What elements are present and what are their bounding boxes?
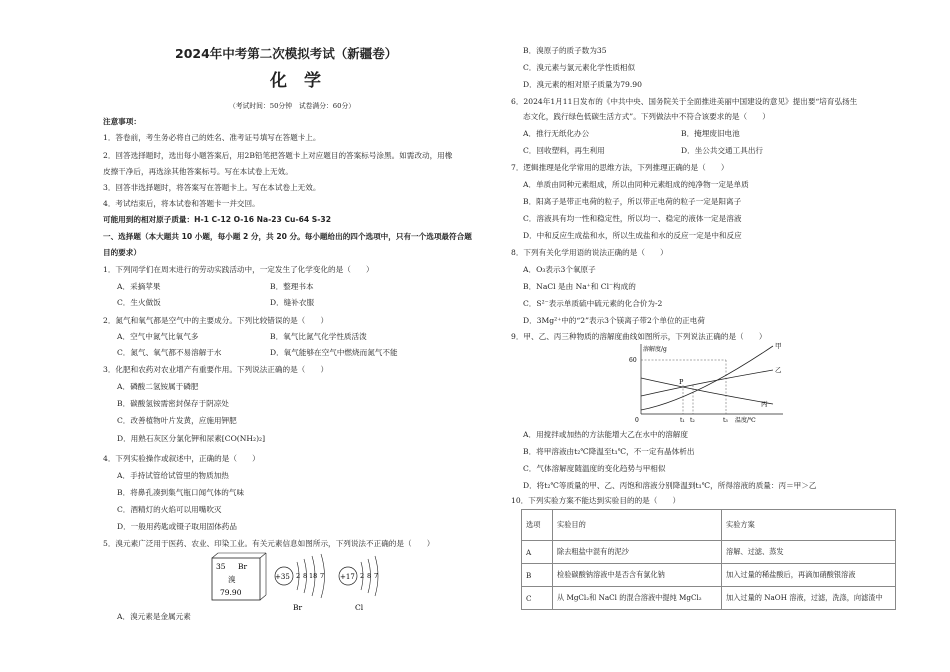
note-item: 皮擦干净后，再选涂其他答案标号。写在本试卷上无效。 <box>103 167 293 176</box>
q1-option-c: C．生火做饭 <box>117 298 161 307</box>
cl-shell: 8 <box>367 572 372 580</box>
br-nucleus-charge: +35 <box>275 573 290 581</box>
atomic-mass: 79.90 <box>220 588 242 597</box>
element-cell <box>212 553 266 600</box>
q8-option-c: C．S²⁻表示单质硫中硫元素的化合价为-2 <box>523 299 663 308</box>
cl-label: Cl <box>355 603 364 612</box>
curve-yi-label: 乙 <box>775 366 782 374</box>
q8-option-b: B．NaCl 是由 Na⁺和 Cl⁻构成的 <box>523 282 636 291</box>
q5-stem: 5．溴元素广泛用于医药、农业、印染工业。有关元素信息如图所示，下列说法不正确的是（ ） <box>103 539 435 548</box>
y-axis-label: 溶解度/g <box>643 346 667 353</box>
section-heading: 一、选择题（本大题共 10 小题，每小题 2 分，共 20 分。每小题给出的四个选项中，只有一个选项最符合题 <box>103 232 472 241</box>
q8-stem: 8．下列有关化学用语的说法正确的是（ ） <box>511 248 668 257</box>
table-cell: C <box>522 587 553 610</box>
subject-title: 化 学 <box>270 71 321 91</box>
table-header-cell: 选项 <box>522 510 553 541</box>
table-header-row <box>522 510 896 541</box>
q5-option-c: C．溴元素与氯元素化学性质相似 <box>523 63 636 72</box>
q10-table <box>521 509 896 610</box>
origin-label: 0 <box>635 417 639 424</box>
cl-shell: 2 <box>360 572 365 580</box>
q8-option-a: A．O₃表示3个氧原子 <box>523 265 596 274</box>
cl-nucleus-charge: +17 <box>340 573 355 581</box>
q7-option-b: B．阳离子是带正电荷的粒子，所以带正电荷的粒子一定是阳离子 <box>523 197 742 206</box>
intersection-point-label: P <box>679 378 684 386</box>
q10-stem: 10．下列实验方案不能达到实验目的的是（ ） <box>511 496 681 505</box>
q4-option-d: D．一般用药匙或镊子取用固体药品 <box>117 522 237 531</box>
exam-title: 2024年中考第二次模拟考试（新疆卷） <box>175 46 398 61</box>
q1-option-d: D．缝补衣服 <box>270 298 315 307</box>
curve-bing-label: 丙 <box>761 400 768 408</box>
q6-option-a: A．推行无纸化办公 <box>523 129 590 138</box>
y-tick-60: 60 <box>629 357 637 364</box>
table-row <box>522 541 896 564</box>
q9-option-b: B．将甲溶液由t₂℃降温至t₁℃，不一定有晶体析出 <box>523 447 695 456</box>
note-item: 1．答卷前，考生务必将自己的姓名、准考证号填写在答题卡上。 <box>103 133 321 142</box>
atomic-number: 35 <box>216 562 226 571</box>
q5-option-a: A．溴元素是金属元素 <box>117 612 191 621</box>
q6-option-d: D．坐公共交通工具出行 <box>681 146 764 155</box>
atomic-masses: 可能用到的相对原子质量：H-1 C-12 O-16 Na-23 Cu-64 S-32 <box>103 215 332 224</box>
t3-label: t₃ <box>723 417 728 424</box>
q4-option-a: A．手持试管给试管里的物质加热 <box>117 471 229 480</box>
x-axis-label: 温度/℃ <box>735 417 756 424</box>
q5-option-d: D．溴元素的相对原子质量为79.90 <box>523 80 642 89</box>
q6-stem-cont: 态文化，践行绿色低碳生活方式”。下列做法中不符合该要求的是（ ） <box>523 112 770 121</box>
table-cell: 加入过量的 NaOH 溶液，过滤，洗涤，向滤渣中 <box>722 587 896 610</box>
q9-stem: 9．甲、乙、丙三种物质的溶解度曲线如图所示，下列说法正确的是（ ） <box>511 332 767 341</box>
notes-heading: 注意事项： <box>103 117 141 126</box>
table-cell: 溶解、过滤、蒸发 <box>722 541 896 564</box>
br-shell: 7 <box>320 572 325 580</box>
element-name: 溴 <box>228 575 236 584</box>
table-cell: 加入过量的稀盐酸后，再滴加硝酸银溶液 <box>722 564 896 587</box>
br-shell: 8 <box>303 572 308 580</box>
q2-option-a: A．空气中氮气比氧气多 <box>117 332 199 341</box>
q5-option-b: B．溴原子的质子数为35 <box>523 46 607 55</box>
solubility-chart <box>623 340 793 426</box>
q3-option-d: D．用熟石灰区分氯化钾和尿素[CO(NH₂)₂] <box>117 434 266 443</box>
q7-option-d: D．中和反应生成盐和水，所以生成盐和水的反应一定是中和反应 <box>523 231 742 240</box>
q3-option-a: A．磷酸二氢铵属于磷肥 <box>117 382 199 391</box>
table-row <box>522 564 896 587</box>
q6-option-b: B．掩埋废旧电池 <box>681 129 740 138</box>
q6-stem: 6．2024年1月11日发布的《中共中央、国务院关于全面推进美丽中国建设的意见》提出要“培育弘扬生 <box>511 97 858 106</box>
t2-label: t₂ <box>690 417 695 424</box>
q9-option-a: A．用搅拌或加热的方法能增大乙在水中的溶解度 <box>523 430 688 439</box>
q9-option-d: D．将t₂℃等质量的甲、乙、丙饱和溶液分别降温到t₁℃，所得溶液的质量：丙＝甲＞乙 <box>523 481 817 490</box>
table-header-cell: 实验目的 <box>553 510 722 541</box>
q1-option-b: B．整理书本 <box>270 282 314 291</box>
cl-shell: 7 <box>374 572 379 580</box>
q1-option-a: A．采摘苹果 <box>117 282 161 291</box>
q3-option-b: B．碳酸氢铵需密封保存于阴凉处 <box>117 399 229 408</box>
table-cell: 除去粗盐中混有的泥沙 <box>553 541 722 564</box>
t1-label: t₁ <box>680 417 685 424</box>
q3-option-c: C．改善植物叶片发黄，应施用钾肥 <box>117 416 237 425</box>
q4-option-b: B．将鼻孔凑到集气瓶口闻气体的气味 <box>117 488 245 497</box>
table-row <box>522 587 896 610</box>
q9-option-c: C．气体溶解度随温度的变化趋势与甲相似 <box>523 464 666 473</box>
table-header-cell: 实验方案 <box>722 510 896 541</box>
br-label: Br <box>293 603 303 612</box>
q7-stem: 7．逻辑推理是化学常用的思维方法，下列推理正确的是（ ） <box>511 163 729 172</box>
exam-info: （考试时间：50分钟 试卷满分：60分） <box>229 102 356 110</box>
q6-option-c: C．回收塑料，再生利用 <box>523 146 605 155</box>
curve-jia-label: 甲 <box>775 342 782 350</box>
table-cell: B <box>522 564 553 587</box>
br-atom-structure <box>275 554 325 612</box>
q2-option-b: B．氧气比氮气化学性质活泼 <box>270 332 367 341</box>
table-cell: 检验碳酸钠溶液中是否含有氯化钠 <box>553 564 722 587</box>
q7-option-a: A．单质由同种元素组成，所以由同种元素组成的纯净物一定是单质 <box>523 180 749 189</box>
q1-stem: 1．下列同学们在周末进行的劳动实践活动中，一定发生了化学变化的是（ ） <box>103 265 374 274</box>
section-heading-cont: 目的要求） <box>103 248 141 257</box>
bromine-figure <box>200 552 400 614</box>
note-item: 4．考试结束后，将本试卷和答题卡一并交回。 <box>103 199 260 208</box>
q4-stem: 4．下列实验操作或叙述中，正确的是（ ） <box>103 454 260 463</box>
q2-option-d: D．氧气能够在空气中燃烧而氮气不能 <box>270 348 398 357</box>
br-shell: 2 <box>296 572 301 580</box>
q3-stem: 3．化肥和农药对农业增产有重要作用。下列说法正确的是（ ） <box>103 365 329 374</box>
q2-stem: 2．氮气和氧气都是空气中的主要成分。下列比较错误的是（ ） <box>103 316 329 325</box>
q2-option-c: C．氮气、氧气都不易溶解于水 <box>117 348 222 357</box>
q7-option-c: C．溶液具有均一性和稳定性，所以均一、稳定的液体一定是溶液 <box>523 214 742 223</box>
table-cell: 从 MgCl₂和 NaCl 的混合溶液中提纯 MgCl₂ <box>553 587 722 610</box>
br-shell: 18 <box>309 572 318 580</box>
note-item: 2．回答选择题时，选出每小题答案后，用2B铅笔把答题卡上对应题目的答案标号涂黑。如需改动，用橡 <box>103 151 453 160</box>
q8-option-d: D．3Mg²⁺中的“2”表示3个镁离子带2个单位的正电荷 <box>523 316 705 325</box>
cl-atom-structure <box>339 556 378 612</box>
note-item: 3．回答非选择题时，将答案写在答题卡上。写在本试卷上无效。 <box>103 183 321 192</box>
table-cell: A <box>522 541 553 564</box>
element-symbol: Br <box>238 562 248 571</box>
q4-option-c: C．酒精灯的火焰可以用嘴吹灭 <box>117 505 222 514</box>
